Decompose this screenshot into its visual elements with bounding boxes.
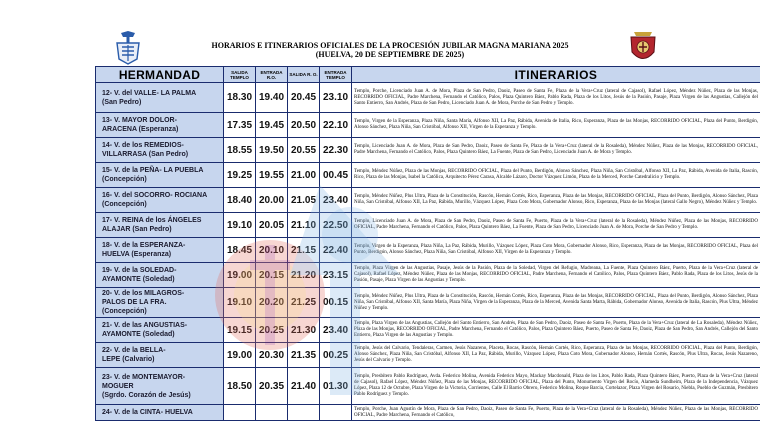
hermandad-name: 16- V. del SOCORRO- ROCIANA xyxy=(102,192,208,199)
hermandad-cell xyxy=(96,188,224,213)
hermandad-name: 15- V. de la PEÑA- LA PUEBLA xyxy=(102,167,204,174)
entrada-ro-time: 20.25 xyxy=(256,318,288,343)
table-row xyxy=(96,288,760,318)
hermandad-cell xyxy=(96,405,224,421)
entrada-templo-time: 22.50 xyxy=(320,213,352,238)
salida-templo-time: 19.10 xyxy=(224,213,256,238)
hermandad-cell xyxy=(96,263,224,288)
hermandad-name-line2: PALOS DE LA FRA. xyxy=(102,299,167,306)
hermandad-name-line2: HUELVA (Esperanza) xyxy=(102,251,172,258)
hermandad-name: 13- V. MAYOR DOLOR- xyxy=(102,117,177,124)
hermandad-name-line2: ALAJAR (San Pedro) xyxy=(102,226,172,233)
entrada-templo-time: 00.25 xyxy=(320,343,352,368)
hermandad-name-line2: ARACENA (Esperanza) xyxy=(102,126,179,133)
entrada-templo-time: 22.40 xyxy=(320,238,352,263)
itinerary-text: Templo, Virgen de la Esperanza, Plaza Niña, Santa María, Alfonso XII, La Paz, Rábida, Avenida de Italia, Rico, Esperanza, Plaza de las Monjas, RECORRIDO OFICIAL, Plaza del Punto, Berdigón, Alonso Sánchez, Plaza Niña, San Cristóbal, Alfonso XII, Virgen de la Esperanza y Templo. xyxy=(352,113,760,138)
salida-ro-time: 20.55 xyxy=(288,138,320,163)
salida-templo-time: 18.50 xyxy=(224,368,256,405)
salida-templo-time xyxy=(224,405,256,421)
hermandad-name: 23- V. de MONTEMAYOR- xyxy=(102,373,186,381)
hermandad-name: 24- V. de la CINTA- HUELVA xyxy=(102,409,193,416)
salida-templo-time: 19.15 xyxy=(224,318,256,343)
hermandad-name: 21- V. de las ANGUSTIAS- xyxy=(102,322,188,329)
salida-templo-time: 19.00 xyxy=(224,343,256,368)
salida-ro-time: 21.00 xyxy=(288,163,320,188)
table-row xyxy=(96,138,760,163)
table-row xyxy=(96,238,760,263)
salida-ro-time: 21.05 xyxy=(288,188,320,213)
table-row xyxy=(96,263,760,288)
hermandad-name: 14- V. de los REMEDIOS- xyxy=(102,142,184,149)
entrada-templo-time: 01.30 xyxy=(320,368,352,405)
entrada-ro-time: 20.30 xyxy=(256,343,288,368)
itinerary-text: Templo, Porche, Licenciado Juan A. de Mora, Plaza de San Pedro, Daoiz, Paseo de Santa Fe, Plaza de la Vera+Cruz (lateral de Cajasol), Rafael López, Méndez Núñez, Plaza de las Monjas, RECORRIDO OFICIAL, Padre Marchena, Fernando el Católico, Palos, Plaza Quintero Báez, Pablo Rada, Plaza de los Litos, Jesús de la Pasión, Pasaje, Plaza Virgen de las Angustias, Callejón del Santo Entierro, San Andrés, Plaza de San Pedro, Licenciado Juan A. de Mora, Porche de San Pedro y Templo. xyxy=(352,83,760,113)
hermandad-parish: (Concepción) xyxy=(102,176,147,183)
salida-ro-time: 21.20 xyxy=(288,263,320,288)
entrada-ro-time: 19.50 xyxy=(256,138,288,163)
salida-ro-time: 20.45 xyxy=(288,83,320,113)
header-entrada-ro: ENTRADA R.O. xyxy=(256,67,288,83)
entrada-ro-time: 19.45 xyxy=(256,113,288,138)
entrada-ro-time: 20.35 xyxy=(256,368,288,405)
itinerary-text: Templo, Virgen de la Esperanza, Plaza Niña, La Paz, Rábida, Murillo, Vázquez López, Plaza Coto Mora, Gobernador Alonso, Rico, Esperanza, Plaza de las Monjas, RECORRIDO OFICIAL, Plaza del Punto, Berdigón, Alonso Sánchez, Plaza Niña, San Cristóbal, Alfonso XII, Virgen de la Esperanza y Templo. xyxy=(352,238,760,263)
table-row xyxy=(96,188,760,213)
entrada-ro-time: 20.05 xyxy=(256,213,288,238)
entrada-templo-time: 23.10 xyxy=(320,83,352,113)
entrada-ro-time: 20.10 xyxy=(256,238,288,263)
hermandad-cell xyxy=(96,318,224,343)
entrada-templo-time: 23.15 xyxy=(320,263,352,288)
itinerary-text: Templo, Méndez Núñez, Plaza de las Monjas, RECORRIDO OFICIAL, Plaza del Punto, Berdigón, Alonso Sánchez, Plaza Niña, San Cristóbal, Alfonso XII, La Paz, Rábida, Avenida de Italia, Rascón, Rico, Plaza de las Monjas, Isabel la Católica, Arquitecto Pérez Carasa, Alcalde Lázaro, Doctor Vázquez Limón, Plaza de la Merced, Porche Catedralicio y Templo. xyxy=(352,163,760,188)
salida-templo-time: 19.25 xyxy=(224,163,256,188)
entrada-ro-time xyxy=(256,405,288,421)
entrada-ro-time: 19.55 xyxy=(256,163,288,188)
entrada-templo-time: 22.10 xyxy=(320,113,352,138)
hermandad-name-line2: MOGUER xyxy=(102,382,134,390)
entrada-templo-time: 22.30 xyxy=(320,138,352,163)
header-hermandad: HERMANDAD xyxy=(96,67,224,83)
itinerary-text: Templo, Porche, Juan Agustín de Mora, Plaza de San Pedro, Daoiz, Paseo de Santa Fe, Puerto, Plaza de la Vera+Cruz (lateral de la Rosaleda), Méndez Núñez, Plaza de las Monjas, RECORRIDO OFICIAL, Padre Marchena, Fernando el Católico, xyxy=(352,405,760,421)
hermandad-cell xyxy=(96,368,224,405)
hermandad-name-line2: AYAMONTE (Soledad) xyxy=(102,331,175,338)
hermandad-name-line2: AYAMONTE (Soledad) xyxy=(102,276,175,283)
document-title xyxy=(160,41,620,59)
hermandad-name: 17- V. REINA de los ÁNGELES xyxy=(102,217,202,224)
header-entrada-templo: ENTRADA TEMPLO xyxy=(320,67,352,83)
itinerary-text: Templo, Plaza Virgen de las Angustias, Pasaje, Jesús de la Pasión, Plaza de la Soledad, Virgen del Refugio, Madreana, La Fuente, Plaza Quintero Báez, Puerto, Plaza de la Vera+Cruz (lateral de Cajasol), Rafael López, Méndez Núñez, Plaza de las Monjas, RECORRIDO OFICIAL, Padre Marchena, Fernando el Católico, Palos, Plaza Quintero Báez, Pablo Rada, Plaza de los Litos, Jesús de la Pasión, Pasaje, Plaza Virgen de las Angustias y Templo. xyxy=(352,263,760,288)
itinerary-text: Templo, Presbítero Pablo Rodríguez, Avda. Federico Molina, Avenida Federico Mayo, Mackay Macdonald, Plaza de los Litos, Pablo Rada, Plaza Quintero Báez, Puerto, Plaza de la Vera+Cruz (lateral de Cajasol), Rafael López, Méndez Núñez, Plaza de las Monjas, RECORRIDO OFICIAL, Plaza del Punto, Monumento Virgen del Rocío, Alameda Sundheim, Plaza de la Independencia, Vázquez López, Plaza 12 de Octubre, Plaza Virgen de la Victoria, Corrientes, Calle El Barrio Obrero, Federico Molina, Roque Barcia, Cortelazor, Plaza Virgen del Rosario, Niebla, Pueblo de Guzmán, Presbítero Pablo Rodríguez y Templo. xyxy=(352,368,760,405)
table-row xyxy=(96,318,760,343)
hermandad-parish: (San Pedro) xyxy=(102,98,142,106)
schedule-table xyxy=(95,66,760,421)
hermandad-cell xyxy=(96,83,224,113)
salida-templo-time: 17.35 xyxy=(224,113,256,138)
itinerary-text: Templo, Jesús del Calvario, Tendaleras, Carmen, Jesús Nazareno, Placeta, Rocas, Rascón, Hernán Cortés, Rico, Esperanza, Plaza de las Monjas, RECORRIDO OFICIAL, Plaza del Punto, Berdigón, Alonso Sánchez, Plaza Niña, San Cristóbal, Alfonso XII, La Paz, Rábida, Murillo, Vázquez López, Plaza Coto Mora, Gobernador Alonso, Hernán Cortés, Rascón, Plus Ultra, Rocas, Jesús Nazareno, Jesús del Calvario y Templo. xyxy=(352,343,760,368)
salida-ro-time xyxy=(288,405,320,421)
hermandad-name: 22- V. de la BELLA- xyxy=(102,347,166,354)
itinerary-text: Templo, Méndez Núñez, Plus Ultra, Plaza de la Constitución, Rascón, Hernán Cortés, Rico, Esperanza, Plaza de las Monjas, RECORRIDO OFICIAL, Plaza del Punto, Berdigón, Alonso Sánchez, Plaza Niña, San Cristóbal, Alfonso XII, La Paz, Rábida, Murillo, Vázquez López, Plaza Coto Mora, Gobernador Alonso, Rico, Esperanza, Plaza de las Monjas (lateral Gallo Negro), Méndez Núñez y Templo. xyxy=(352,188,760,213)
itinerary-text: Templo, Méndez Núñez, Plus Ultra, Plaza de la Constitución, Rascón, Hernán Cortés, Rico, Esperanza, Plaza de las Monjas, RECORRIDO OFICIAL, Plaza del Punto, Berdigón, Alonso Sánchez, Plaza Niña, San Cristóbal, Alfonso XII, Santa María, Plaza Niña, Virgen de la Esperanza, Plaza de la Merced, Avenida Santa Marta, Rábida, Gobernador Alonso, Avenida de Italia, Rascón, Plus Ultra, Méndez Núñez y Templo. xyxy=(352,288,760,318)
itinerary-text: Templo, Licenciado Juan A. de Mora, Plaza de San Pedro, Daoiz, Paseo de Santa Fe, Puerto, Plaza de la Vera+Cruz (lateral de la Rosaleda), Méndez Núñez, Plaza de las Monjas, RECORRIDO OFICIAL, Padre Marchena, Fernando el Católico, Palos, Plaza Quintero Báez, La Fuente, Plaza de San Pedro, Licenciado Juan A. de Mora, Porche de San Pedro y Templo. xyxy=(352,213,760,238)
salida-templo-time: 18.30 xyxy=(224,83,256,113)
itinerary-text: Templo, Licenciado Juan A. de Mora, Plaza de San Pedro, Daoiz, Paseo de Santa Fe, Plaza de la Vera+Cruz (lateral de la Rosaleda), Méndez Núñez, Plaza de las Monjas, RECORRIDO OFICIAL, Padre Marchena, Fernando el Católico, Palos, Plaza Quintero Báez, La Fuente, Plaza de San Pedro, Licenciado Juan A. de Mora y Templo. xyxy=(352,138,760,163)
entrada-templo-time: 23.40 xyxy=(320,318,352,343)
hermandad-cell xyxy=(96,138,224,163)
entrada-templo-time: 23.40 xyxy=(320,188,352,213)
hermandad-parish: (Concepción) xyxy=(102,308,147,315)
salida-ro-time: 21.10 xyxy=(288,213,320,238)
hermandad-name-line2: VILLARRASA (San Pedro) xyxy=(102,151,189,158)
salida-templo-time: 18.45 xyxy=(224,238,256,263)
salida-templo-time: 19.10 xyxy=(224,288,256,318)
hermandad-name: 18- V. de la ESPERANZA- xyxy=(102,242,186,249)
salida-ro-time: 21.15 xyxy=(288,238,320,263)
entrada-ro-time: 20.20 xyxy=(256,288,288,318)
table-row xyxy=(96,368,760,405)
table-header-row xyxy=(96,67,760,83)
hermandad-name: 19- V. de la SOLEDAD- xyxy=(102,267,177,274)
table-row xyxy=(96,343,760,368)
entrada-templo-time: 00.15 xyxy=(320,288,352,318)
hermandad-name: 20- V. de los MILAGROS- xyxy=(102,290,185,297)
entrada-ro-time: 19.40 xyxy=(256,83,288,113)
hermandad-parish: (Sgrdo. Corazón de Jesús) xyxy=(102,391,191,399)
hermandad-cell xyxy=(96,238,224,263)
hermandad-name-line2: LEPE (Calvario) xyxy=(102,356,155,363)
hermandad-cell xyxy=(96,343,224,368)
salida-ro-time: 21.30 xyxy=(288,318,320,343)
brotherhood-crest-icon xyxy=(628,30,658,66)
header-itinerarios: ITINERARIOS xyxy=(352,67,760,83)
entrada-templo-time xyxy=(320,405,352,421)
itinerary-text: Templo, Plaza Virgen de las Angustias, Callejón del Santo Entierro, San Andrés, Plaza de San Pedro, Daoiz, Paseo de Santa Fe, Puerto, Plaza de la Vera+Cruz (lateral de La Rosaleda), Méndez Núñez, Plaza de las Monjas, RECORRIDO OFICIAL, Padre Marchena, Fernando el Católico, Palos, Plaza Quintero Báez, Puerto, Paseo de Santa Fe, Daoiz, Plaza de San Pedro, San Andrés, Callejón del Santo Entierro, Plaza Virgen de las Angustias y Templo. xyxy=(352,318,760,343)
header-salida-ro: SALIDA R. O. xyxy=(288,67,320,83)
hermandad-cell xyxy=(96,163,224,188)
salida-templo-time: 19.00 xyxy=(224,263,256,288)
table-row xyxy=(96,405,760,421)
salida-ro-time: 21.25 xyxy=(288,288,320,318)
title-line-1: HORARIOS E ITINERARIOS OFICIALES DE LA PROCESIÓN JUBILAR MAGNA MARIANA 2025 xyxy=(211,41,569,50)
salida-templo-time: 18.55 xyxy=(224,138,256,163)
header-salida-templo: SALIDA TEMPLO xyxy=(224,67,256,83)
hermandad-name: 12- V. del VALLE- LA PALMA xyxy=(102,89,197,97)
hermandad-parish: (Concepción) xyxy=(102,201,147,208)
salida-templo-time: 18.40 xyxy=(224,188,256,213)
entrada-ro-time: 20.15 xyxy=(256,263,288,288)
bishop-coat-of-arms-icon xyxy=(112,31,144,65)
salida-ro-time: 21.35 xyxy=(288,343,320,368)
hermandad-cell xyxy=(96,288,224,318)
table-row xyxy=(96,113,760,138)
entrada-templo-time: 00.45 xyxy=(320,163,352,188)
table-row xyxy=(96,163,760,188)
hermandad-cell xyxy=(96,113,224,138)
entrada-ro-time: 20.00 xyxy=(256,188,288,213)
salida-ro-time: 20.50 xyxy=(288,113,320,138)
salida-ro-time: 21.40 xyxy=(288,368,320,405)
table-row xyxy=(96,213,760,238)
hermandad-cell xyxy=(96,213,224,238)
title-line-2: (HUELVA, 20 DE SEPTIEMBRE DE 2025) xyxy=(315,50,465,59)
table-row xyxy=(96,83,760,113)
